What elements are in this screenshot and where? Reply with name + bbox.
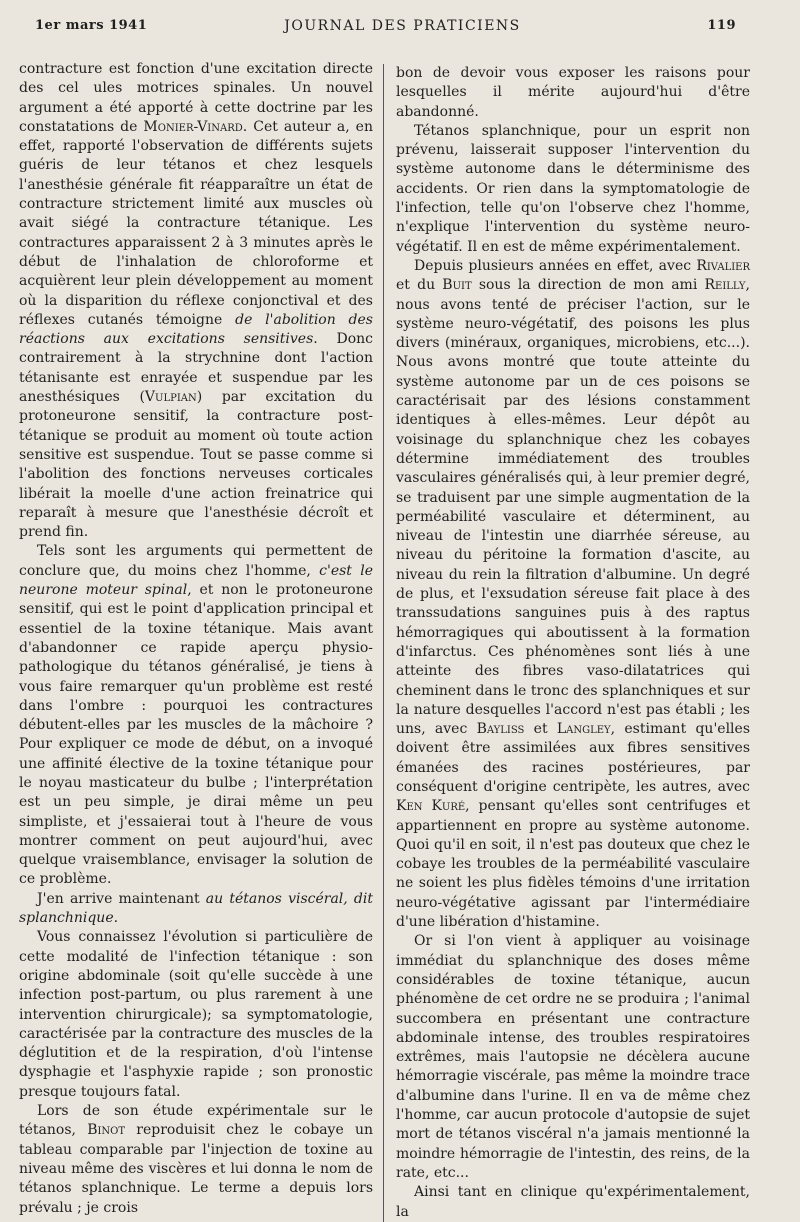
emphasis: c'est le neurone moteur spinal — [19, 562, 374, 599]
paragraph: contracture est fonction d'une excitation directe des cel ules motrices spinales. Un nouvel argument a été apporté à cette doctrine par les constatations de Monier-Vinard. Cet auteur a, en effet, rapporté l'observation de différents sujets guéris de leur tétanos et chez lesquels l'anesthésie générale fit réapparaître un état de contracture strictement limité aux muscles où avait siégé la contracture tétanique. Les contractures apparaissent 2 à 3 minutes après le début de l'inhalation de chloroforme et acquièrent leur plein développement au moment où la disparition du réflexe conjonctival et des réflexes cutanés témoigne de l'abolition des réactions aux excitations sensitives. Donc contrairement à la strychnine dont l'action tétanisante est enrayée et suspendue par les anesthésiques (Vulpian) par excitation du protoneurone sensitif, la contracture post-tétanique se produit au moment où toute action sensitive est suspendue. Tout se passe comme si l'abolition des fonctions nerveuses corticales libérait la moelle d'une action freinatrice qui reparaît à mesure que l'anesthésie décroît et prend fin. — [19, 61, 374, 541]
journal-title: JOURNAL DES PRATICIENS — [284, 18, 521, 34]
author-name: Vulpian — [144, 389, 197, 406]
running-header — [19, 14, 786, 36]
issue-date: 1er mars 1941 — [35, 18, 148, 33]
paragraph: Or si l'on vient à appliquer au voisinage immédiat du splanchnique des doses même considérables de toxine tétanique, aucun phénomène de cet ordre ne se produira ; l'animal succombera en présentant une contracture abdominale intense, des troubles respiratoires extrêmes, mais l'autopsie ne décèlera aucune hémorragie viscérale, pas même la moindre trace d'albumine dans l'urine. Il en va de même chez l'homme, car aucun protocole d'autopsie de sujet mort de tétanos viscéral n'a jamais mentionné la moindre hémorragie de l'intestin, des reins, de la rate, etc... — [396, 933, 750, 1181]
author-name: Rivalier — [696, 257, 750, 274]
emphasis: de l'abolition des réactions aux excitations sensitives — [19, 311, 373, 348]
paragraph: Ainsi tant en clinique qu'expérimentalement, la — [396, 1184, 750, 1220]
author-name: Buit — [442, 277, 472, 294]
emphasis: au tétanos viscéral, dit splanchnique. — [19, 890, 373, 927]
left-column — [19, 60, 383, 1222]
right-column — [383, 64, 750, 1222]
paragraph: J'en arrive maintenant au tétanos viscéral, dit splanchnique. — [19, 890, 373, 927]
author-name: Reilly — [704, 277, 746, 294]
paragraph: Lors de son étude expérimentale sur le tétanos, Binot reproduisit chez le cobaye un tableau comparable par l'injection de toxine au niveau même des viscères et lui donna le nom de tétanos splanchnique. Le terme a depuis lors prévalu ; je crois — [19, 1103, 373, 1216]
author-name: Langley — [556, 721, 611, 738]
paragraph: Vous connaissez l'évolution si particulière de cette modalité de l'infection tétanique : son origine abdominale (soit qu'elle succède à une infection post-partum, ou plus rarement à une intervention chirurgicale); sa symptomatologie, caractérisée par la contracture des muscles de la déglutition et de la respiration, d'où l'intense dysphagie et l'asphyxie rapide ; son pronostic presque toujours fatal. — [19, 929, 373, 1100]
author-name: Monier-Vinard — [143, 118, 243, 135]
paragraph: bon de devoir vous exposer les raisons pour lesquelles il mérite aujourd'hui d'être abandonné. — [396, 65, 750, 120]
paragraph: Tels sont les arguments qui permettent de conclure que, du moins chez l'homme, c'est le neurone moteur spinal, et non le protoneurone sensitif, qui est le point d'application principal et essentiel de la toxine tétanique. Mais avant d'abandonner ce rapide aperçu physio-pathologique du tétanos généralisé, je tiens à vous faire remarquer qu'un problème est resté dans l'ombre : pourquoi les contractures débutent-elles par les muscles de la mâchoire ? Pour expliquer ce mode de début, on a invoqué une affinité élective de la toxine tétanique pour le noyau masticateur du bulbe ; l'interprétation est un peu simple, je dirai même un peu simpliste, et j'essaierai tout à l'heure de vous montrer comment on peut aujourd'hui, avec quelque vraisemblance, envisager la solution de ce problème. — [19, 543, 374, 888]
author-name: Bayliss — [476, 721, 525, 738]
page-number: 119 — [707, 18, 736, 33]
paragraph: Tétanos splanchnique, pour un esprit non prévenu, laisserait supposer l'intervention du système autonome dans le déterminisme des accidents. Or rien dans la symptomatologie de l'infection, telle qu'on l'observe chez l'homme, n'explique l'intervention du système neuro-végétatif. Il en est de même expérimentalement. — [396, 122, 750, 255]
text-columns — [19, 60, 786, 1222]
author-name: Ken Kuré — [396, 798, 466, 815]
paragraph: Depuis plusieurs années en effet, avec Rivalier et du Buit sous la direction de mon ami Reilly, nous avons tenté de préciser l'action, sur le système neuro-végétatif, des poisons les plus divers (minéraux, organiques, microbiens, etc...). Nous avons montré que toute atteinte du système autonome par un de ces poisons se caractérisait par des lésions constamment identiques à elles-mêmes. Leur dépôt au voisinage du splanchnique chez les cobayes détermine immédiatement des troubles vasculaires généralisés qui, à leur premier degré, se traduisent par une simple augmentation de la perméabilité vasculaire et déterminent, au niveau de l'intestin une diarrhée séreuse, au niveau du péritoine la formation d'ascite, au niveau du rein la filtration d'albumine. Un degré de plus, et l'exsudation séreuse fait place à des transsudations sanguines puis à des raptus hémorragiques qui aboutissent à la formation d'infarctus. Ces phénomènes sont liés à une atteinte des fibres vaso-dilatatrices qui cheminent dans le tronc des splanchniques et sur la nature desquelles l'accord n'est pas établi ; les uns, avec Bayliss et Langley, estimant qu'elles doivent être assimilées aux fibres sensitives émanées des racines postérieures, par conséquent d'origine centripète, les autres, avec Ken Kuré, pensant qu'elles sont centrifuges et appartiennent en propre au système autonome. Quoi qu'il en soit, il n'est pas douteux que chez le cobaye les troubles de la perméabilité vasculaire ne soient les plus fidèles témoins d'une irritation neuro-végétative agissant par l'intermédiaire d'une libération d'histamine. — [396, 257, 751, 931]
author-name: Binot — [87, 1122, 126, 1139]
